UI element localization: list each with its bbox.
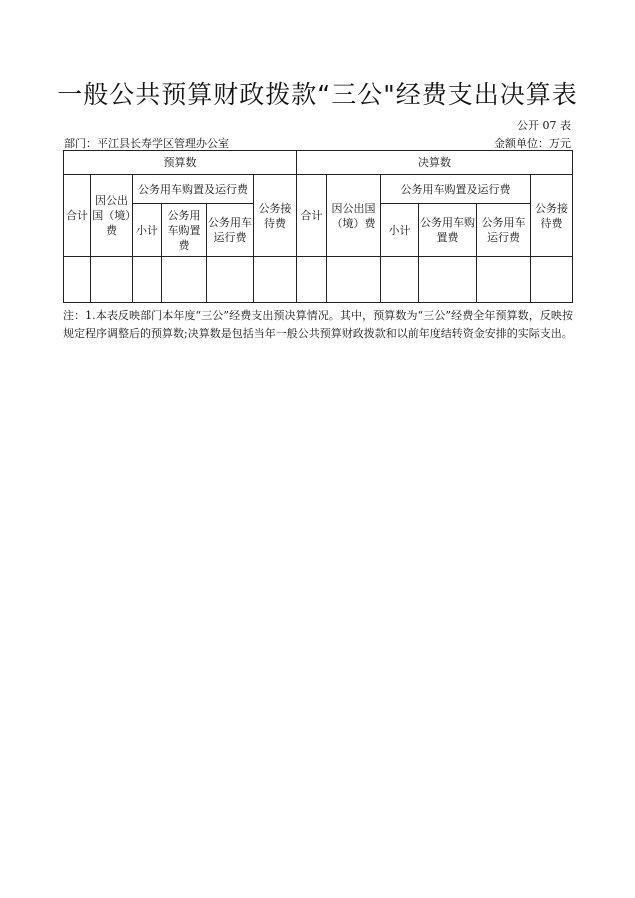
budget-reception-header: 公务接待费 <box>254 175 297 257</box>
department-label: 部门：平江县长寿学区管理办公室 <box>64 137 229 150</box>
budget-vehicle-group-header: 公务用车购置及运行费 <box>133 175 254 204</box>
table-cell <box>419 257 477 303</box>
table-cell <box>327 257 381 303</box>
page-title: 一般公共预算财政拨款“三公"经费支出决算表 <box>57 80 578 109</box>
final-vehicle-operation-header: 公务用车运行费 <box>477 204 531 257</box>
table-cell <box>91 257 133 303</box>
table-cell <box>477 257 531 303</box>
final-vehicle-group-header: 公务用车购置及运行费 <box>381 175 531 204</box>
table-footnote: 注：1.本表反映部门本年度“三公”经费支出预决算情况。其中，预算数为“三公”经费全年预算数，反映按规定程序调整后的预算数;决算数是包括当年一般公共预算财政拨款和以前年度结转资金安排的实际支出。 <box>63 309 573 340</box>
final-abroad-header: 因公出国（境）费 <box>327 175 381 257</box>
amount-unit-label: 金额单位：万元 <box>494 137 571 150</box>
budget-total-header: 合计 <box>64 175 91 257</box>
table-cell <box>162 257 207 303</box>
form-number: 公开 07 表 <box>517 119 571 132</box>
budget-abroad-header: 因公出国（境）费 <box>91 175 133 257</box>
budget-vehicle-purchase-header: 公务用车购置费 <box>162 204 207 257</box>
table-cell <box>254 257 297 303</box>
budget-group-header: 预算数 <box>64 151 297 175</box>
three-public-expenses-table <box>63 150 573 303</box>
table-cell <box>297 257 327 303</box>
final-vehicle-purchase-header: 公务用车购置费 <box>419 204 477 257</box>
final-group-header: 决算数 <box>297 151 573 175</box>
table-row <box>64 257 573 303</box>
final-total-header: 合计 <box>297 175 327 257</box>
table-cell <box>207 257 254 303</box>
table-cell <box>531 257 573 303</box>
table-cell <box>64 257 91 303</box>
final-subtotal-header: 小计 <box>381 204 419 257</box>
table-cell <box>133 257 162 303</box>
budget-vehicle-operation-header: 公务用车运行费 <box>207 204 254 257</box>
table-cell <box>381 257 419 303</box>
budget-subtotal-header: 小计 <box>133 204 162 257</box>
final-reception-header: 公务接待费 <box>531 175 573 257</box>
